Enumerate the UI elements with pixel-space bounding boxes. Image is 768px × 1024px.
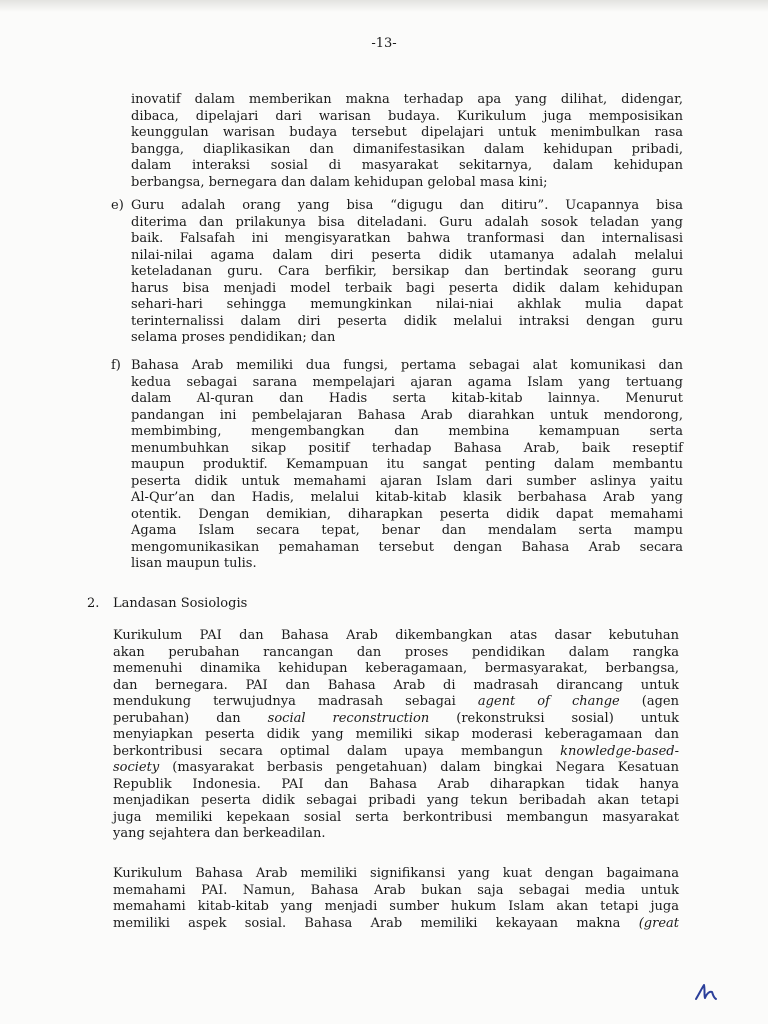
- text-line: bangga, diaplikasikan dan dimanifestasikan dalam kehidupan pribadi,: [131, 141, 683, 157]
- text-line: lisan maupun tulis.: [131, 556, 257, 571]
- handwritten-initial-icon: [693, 982, 719, 1002]
- text-line: Bahasa Arab memiliki dua fungsi, pertama sebagai alat komunikasi dan: [131, 358, 683, 373]
- text-line: mengomunikasikan pemahaman tersebut dengan Bahasa Arab secara: [131, 539, 683, 555]
- text-line: dalam interaksi sosial di masyarakat sekitarnya, dalam kehidupan: [131, 158, 683, 173]
- text-line: harus bisa menjadi model terbaik bagi peserta didik dalam kehidupan: [131, 280, 683, 296]
- text-line: keunggulan warisan budaya tersebut dipelajari untuk menimbulkan rasa: [131, 125, 683, 140]
- italic-term: (great: [638, 915, 679, 931]
- text-line: juga memiliki kepekaan sosial serta berkontribusi membangun masyarakat: [113, 809, 679, 825]
- text-line: berbangsa, bernegara dan dalam kehidupan gelobal masa kini;: [131, 174, 548, 190]
- item-f-text: [131, 358, 683, 573]
- text-line: dibaca, dipelajari dari warisan budaya. Kurikulum juga memposisikan: [131, 108, 683, 124]
- text-line: selama proses pendidikan; dan: [131, 330, 336, 345]
- text-line: nilai-nilai agama dalam diri peserta didik utamanya adalah melalui: [131, 247, 683, 263]
- text-line: membimbing, mengembangkan dan membina kemampuan serta: [131, 424, 683, 439]
- section-heading: Landasan Sosiologis: [113, 596, 248, 611]
- text-line: sehari-hari sehingga memungkinkan nilai-niai akhlak mulia dapat: [131, 297, 683, 312]
- text-line: Agama Islam secara tepat, benar dan mendalam serta mampu: [131, 523, 683, 538]
- text-line: dan bernegara. PAI dan Bahasa Arab di madrasah dirancang untuk: [113, 677, 679, 693]
- item-e-text: [131, 198, 683, 347]
- text-line: baik. Falsafah ini mengisyaratkan bahwa tranformasi dan internalisasi: [131, 231, 683, 246]
- text-line: menumbuhkan sikap positif terhadap Bahasa Arab, baik reseptif: [131, 440, 683, 456]
- text-line: memiliki aspek sosial. Bahasa Arab memiliki kekayaan makna (great: [113, 915, 679, 931]
- page-number: -13-: [371, 36, 397, 51]
- item-e-marker: e): [111, 198, 124, 213]
- text-line: keteladanan guru. Cara berfikir, bersikap dan bertindak seorang guru: [131, 264, 683, 279]
- text-line: memenuhi dinamika kehidupan keberagamaan, bermasyarakat, berbangsa,: [113, 661, 679, 676]
- text-line: akan perubahan rancangan dan proses pendidikan dalam rangka: [113, 644, 679, 660]
- text-line: inovatif dalam memberikan makna terhadap apa yang dilihat, didengar,: [131, 92, 683, 107]
- italic-term: agent of change: [477, 694, 620, 709]
- text-line: Al-Qur’an dan Hadis, melalui kitab-kitab klasik berbahasa Arab yang: [131, 490, 683, 505]
- text-line: Republik Indonesia. PAI dan Bahasa Arab diharapkan tidak hanya: [113, 776, 679, 792]
- text-line: dalam Al-quran dan Hadis serta kitab-kitab lainnya. Menurut: [131, 391, 683, 406]
- paragraph-sosiologis-1: [113, 628, 679, 843]
- text-line: kedua sebagai sarana mempelajari ajaran agama Islam yang tertuang: [131, 374, 683, 390]
- text-line: memahami kitab-kitab yang menjadi sumber hukum Islam akan tetapi juga: [113, 899, 679, 914]
- paragraph-sosiologis-2: [113, 866, 679, 932]
- text-line: perubahan) dan social reconstruction (rekonstruksi sosial) untuk: [113, 710, 679, 726]
- scan-top-shadow: [0, 0, 768, 12]
- text-line: Guru adalah orang yang bisa “digugu dan ditiru”. Ucapannya bisa: [131, 198, 683, 213]
- item-f-marker: f): [111, 358, 121, 373]
- text-line: berkontribusi secara optimal dalam upaya membangun knowledge-based-: [113, 743, 679, 759]
- text-line: Kurikulum Bahasa Arab memiliki signifikansi yang kuat dengan bagaimana: [113, 866, 679, 881]
- text-line: maupun produktif. Kemampuan itu sangat penting dalam membantu: [131, 457, 683, 472]
- italic-term: society: [113, 760, 160, 775]
- text-line: terinternalissi dalam diri peserta didik melalui intraksi dengan guru: [131, 313, 683, 329]
- text-line: yang sejahtera dan berkeadilan.: [113, 826, 326, 841]
- section-number: 2.: [87, 596, 100, 611]
- text-line: otentik. Dengan demikian, diharapkan peserta didik dapat memahami: [131, 506, 683, 522]
- text-line: peserta didik untuk memahami ajaran Islam dari sumber aslinya yaitu: [131, 473, 683, 489]
- text-line: diterima dan prilakunya bisa diteladani. Guru adalah sosok teladan yang: [131, 214, 683, 230]
- italic-term: knowledge-based-: [560, 743, 679, 759]
- text-line: memahami PAI. Namun, Bahasa Arab bukan saja sebagai media untuk: [113, 882, 679, 898]
- text-line: mendukung terwujudnya madrasah sebagai agent of change (agen: [113, 694, 680, 709]
- text-line: society (masyarakat berbasis pengetahuan) dalam bingkai Negara Kesatuan: [113, 760, 679, 775]
- item-d-continuation: [131, 92, 683, 191]
- text-line: Kurikulum PAI dan Bahasa Arab dikembangkan atas dasar kebutuhan: [113, 628, 679, 643]
- text-line: pandangan ini pembelajaran Bahasa Arab diarahkan untuk mendorong,: [131, 407, 683, 423]
- text-line: menyiapkan peserta didik yang memiliki sikap moderasi keberagamaan dan: [113, 727, 679, 742]
- text-line: menjadikan peserta didik sebagai pribadi yang tekun beribadah akan tetapi: [113, 793, 679, 808]
- italic-term: social reconstruction: [267, 710, 430, 726]
